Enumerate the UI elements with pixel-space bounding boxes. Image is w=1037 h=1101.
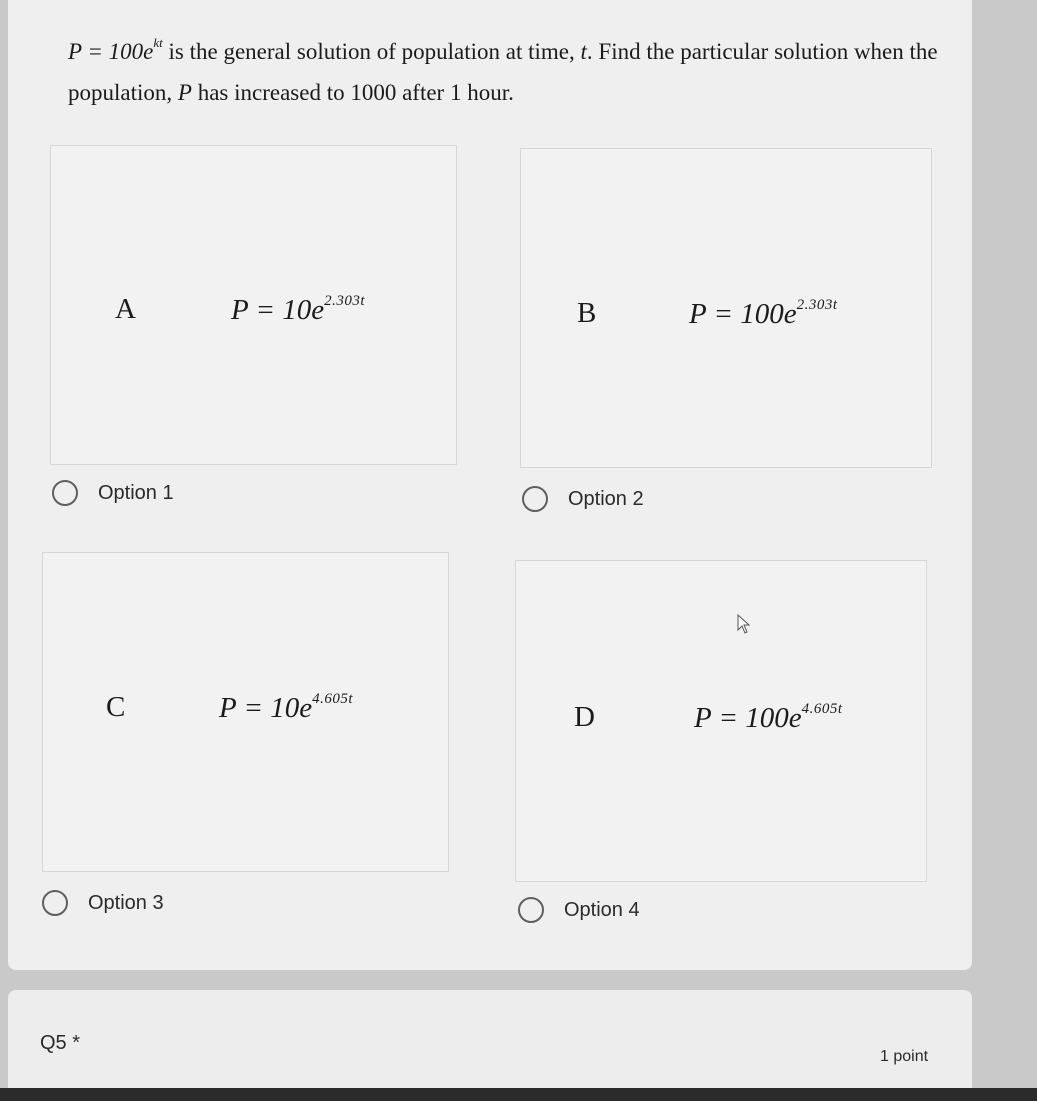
- option-3-image: [42, 552, 449, 872]
- question-var-p: P: [177, 80, 192, 105]
- option-4-image: [515, 560, 927, 882]
- option-2-image: [520, 148, 932, 468]
- option-2-letter: B: [577, 297, 597, 329]
- question-text-part3: has increased to 1000 after 1 hour.: [191, 80, 514, 105]
- option-1-formula-base: P = 10e: [231, 294, 325, 326]
- option-2-radio[interactable]: [522, 486, 548, 512]
- mouse-pointer-icon: [737, 614, 751, 634]
- option-4-letter: D: [574, 701, 595, 733]
- option-1-image: [50, 145, 457, 465]
- option-3-formula: [219, 691, 353, 725]
- option-4-radio[interactable]: [518, 897, 544, 923]
- option-3-radio-row[interactable]: [42, 890, 164, 916]
- question-var-t: t: [580, 39, 587, 64]
- option-4-label: Option 4: [564, 898, 640, 921]
- option-3-letter: C: [106, 691, 126, 723]
- option-2-formula-exponent: 2.303t: [796, 297, 838, 313]
- next-question-card: [8, 990, 972, 1090]
- option-1-formula: [231, 293, 365, 327]
- option-4-formula: [694, 701, 843, 735]
- option-2-radio-row[interactable]: [522, 486, 644, 512]
- option-2-formula: [689, 297, 838, 331]
- option-3-formula-exponent: 4.605t: [312, 691, 354, 707]
- option-1-letter: A: [115, 293, 136, 325]
- option-1-radio-row[interactable]: [52, 480, 174, 506]
- option-4-formula-exponent: 4.605t: [801, 701, 843, 717]
- question-text: [68, 22, 948, 113]
- bottom-bar: [0, 1088, 1037, 1101]
- question-text-part1: is the general solution of population at time,: [162, 39, 581, 64]
- question-text-part2: . Find the particular solution when the population,: [68, 39, 938, 105]
- next-question-points: 1 point: [880, 1048, 929, 1065]
- option-1-radio[interactable]: [52, 480, 78, 506]
- option-1-label: Option 1: [98, 481, 174, 504]
- option-4-formula-base: P = 100e: [694, 702, 802, 734]
- option-3-label: Option 3: [88, 891, 164, 914]
- option-3-radio[interactable]: [42, 890, 68, 916]
- option-2-formula-base: P = 100e: [689, 298, 797, 330]
- option-1-formula-exponent: 2.303t: [324, 293, 366, 309]
- question-formula-exponent: kt: [153, 35, 163, 50]
- option-4-radio-row[interactable]: [518, 897, 640, 923]
- question-formula: P = 100e: [68, 39, 154, 64]
- option-2-label: Option 2: [568, 487, 644, 510]
- next-question-label: Q5 *: [40, 1032, 81, 1054]
- option-3-formula-base: P = 10e: [219, 692, 313, 724]
